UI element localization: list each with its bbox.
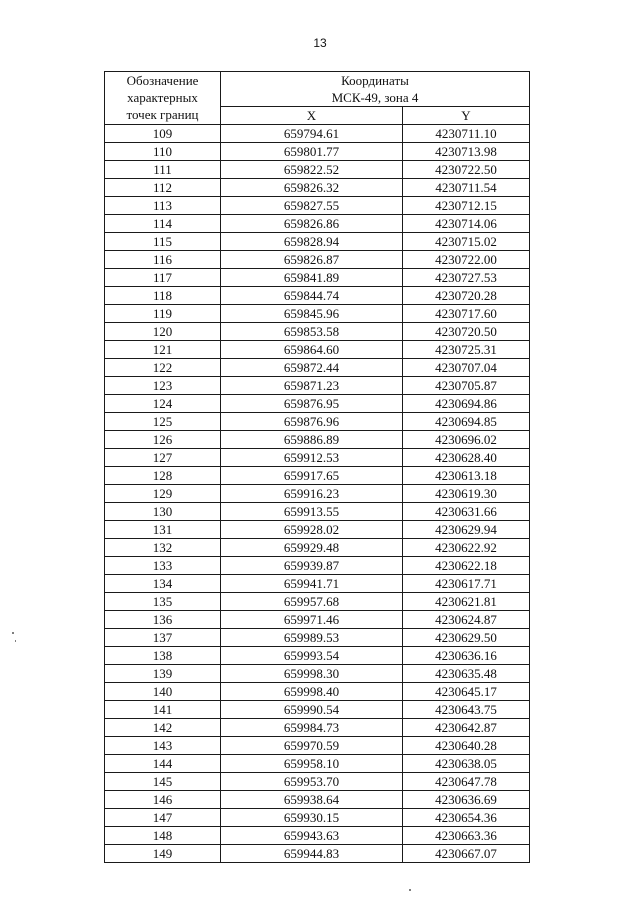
table-row (105, 143, 530, 161)
y-coordinate-cell: 4230722.00 (403, 251, 530, 269)
y-coordinate-cell: 4230622.18 (403, 557, 530, 575)
table-row (105, 341, 530, 359)
y-coordinate-cell: 4230707.04 (403, 359, 530, 377)
x-coordinate-cell: 659957.68 (221, 593, 403, 611)
coordinates-header (221, 72, 530, 107)
point-id-cell: 138 (105, 647, 221, 665)
x-coordinate-cell: 659913.55 (221, 503, 403, 521)
x-coordinate-cell: 659916.23 (221, 485, 403, 503)
point-id-cell: 110 (105, 143, 221, 161)
point-id-cell: 122 (105, 359, 221, 377)
point-id-cell: 146 (105, 791, 221, 809)
x-coordinate-cell: 659944.83 (221, 845, 403, 863)
table-row (105, 413, 530, 431)
y-coordinate-cell: 4230720.28 (403, 287, 530, 305)
y-coordinate-cell: 4230628.40 (403, 449, 530, 467)
point-id-cell: 118 (105, 287, 221, 305)
y-coordinate-cell: 4230694.86 (403, 395, 530, 413)
point-id-cell: 121 (105, 341, 221, 359)
point-id-cell: 131 (105, 521, 221, 539)
point-id-cell: 148 (105, 827, 221, 845)
x-coordinate-cell: 659826.86 (221, 215, 403, 233)
x-coordinate-cell: 659826.32 (221, 179, 403, 197)
table-row (105, 305, 530, 323)
y-coordinate-cell: 4230663.36 (403, 827, 530, 845)
table-row (105, 197, 530, 215)
x-coordinate-cell: 659912.53 (221, 449, 403, 467)
point-header-line-3: точек границ (126, 107, 199, 122)
x-coordinate-cell: 659958.10 (221, 755, 403, 773)
point-id-cell: 109 (105, 125, 221, 143)
x-coordinate-cell: 659822.52 (221, 161, 403, 179)
table-row (105, 827, 530, 845)
point-id-cell: 132 (105, 539, 221, 557)
x-coordinate-cell: 659801.77 (221, 143, 403, 161)
scan-speck (15, 640, 16, 642)
table-row (105, 737, 530, 755)
x-coordinate-cell: 659864.60 (221, 341, 403, 359)
point-column-header (105, 72, 221, 125)
table-row (105, 791, 530, 809)
y-coordinate-cell: 4230640.28 (403, 737, 530, 755)
x-column-header: X (221, 107, 403, 125)
table-row (105, 377, 530, 395)
y-coordinate-cell: 4230720.50 (403, 323, 530, 341)
x-coordinate-cell: 659871.23 (221, 377, 403, 395)
x-coordinate-cell: 659872.44 (221, 359, 403, 377)
table-row (105, 647, 530, 665)
table-row (105, 485, 530, 503)
y-coordinate-cell: 4230725.31 (403, 341, 530, 359)
x-coordinate-cell: 659970.59 (221, 737, 403, 755)
table-row (105, 449, 530, 467)
table-row (105, 125, 530, 143)
point-id-cell: 133 (105, 557, 221, 575)
y-coordinate-cell: 4230711.10 (403, 125, 530, 143)
point-id-cell: 140 (105, 683, 221, 701)
point-id-cell: 120 (105, 323, 221, 341)
point-id-cell: 125 (105, 413, 221, 431)
table-row (105, 701, 530, 719)
scan-speck (409, 889, 411, 891)
y-coordinate-cell: 4230715.02 (403, 233, 530, 251)
y-coordinate-cell: 4230722.50 (403, 161, 530, 179)
table-header (105, 72, 530, 125)
table-row (105, 467, 530, 485)
table-row (105, 665, 530, 683)
x-coordinate-cell: 659876.95 (221, 395, 403, 413)
x-coordinate-cell: 659930.15 (221, 809, 403, 827)
table-row (105, 809, 530, 827)
table-body (105, 125, 530, 863)
point-id-cell: 145 (105, 773, 221, 791)
x-coordinate-cell: 659938.64 (221, 791, 403, 809)
x-coordinate-cell: 659990.54 (221, 701, 403, 719)
page-number: 13 (313, 36, 327, 50)
y-coordinate-cell: 4230636.16 (403, 647, 530, 665)
y-coordinate-cell: 4230613.18 (403, 467, 530, 485)
y-coordinate-cell: 4230694.85 (403, 413, 530, 431)
table-row (105, 719, 530, 737)
y-coordinate-cell: 4230621.81 (403, 593, 530, 611)
y-coordinate-cell: 4230727.53 (403, 269, 530, 287)
y-coordinate-cell: 4230635.48 (403, 665, 530, 683)
y-coordinate-cell: 4230631.66 (403, 503, 530, 521)
point-header-line-2: характерных (127, 90, 198, 105)
y-coordinate-cell: 4230643.75 (403, 701, 530, 719)
point-id-cell: 112 (105, 179, 221, 197)
x-coordinate-cell: 659943.63 (221, 827, 403, 845)
y-coordinate-cell: 4230717.60 (403, 305, 530, 323)
x-coordinate-cell: 659886.89 (221, 431, 403, 449)
table-row (105, 503, 530, 521)
x-coordinate-cell: 659998.30 (221, 665, 403, 683)
scan-speck (12, 632, 14, 634)
point-id-cell: 126 (105, 431, 221, 449)
y-coordinate-cell: 4230638.05 (403, 755, 530, 773)
point-id-cell: 143 (105, 737, 221, 755)
y-coordinate-cell: 4230619.30 (403, 485, 530, 503)
point-id-cell: 135 (105, 593, 221, 611)
x-coordinate-cell: 659841.89 (221, 269, 403, 287)
point-id-cell: 111 (105, 161, 221, 179)
point-id-cell: 136 (105, 611, 221, 629)
x-coordinate-cell: 659939.87 (221, 557, 403, 575)
coordinate-system: МСК-49, зона 4 (331, 90, 419, 105)
point-id-cell: 147 (105, 809, 221, 827)
y-coordinate-cell: 4230617.71 (403, 575, 530, 593)
table-row (105, 215, 530, 233)
x-coordinate-cell: 659828.94 (221, 233, 403, 251)
y-coordinate-cell: 4230647.78 (403, 773, 530, 791)
point-id-cell: 128 (105, 467, 221, 485)
y-coordinate-cell: 4230645.17 (403, 683, 530, 701)
point-id-cell: 139 (105, 665, 221, 683)
y-coordinate-cell: 4230642.87 (403, 719, 530, 737)
table-row (105, 323, 530, 341)
table-row (105, 395, 530, 413)
x-coordinate-cell: 659917.65 (221, 467, 403, 485)
table-row (105, 269, 530, 287)
y-coordinate-cell: 4230636.69 (403, 791, 530, 809)
y-coordinate-cell: 4230622.92 (403, 539, 530, 557)
point-id-cell: 116 (105, 251, 221, 269)
coordinates-table (104, 71, 530, 863)
table-row (105, 575, 530, 593)
point-id-cell: 119 (105, 305, 221, 323)
y-coordinate-cell: 4230624.87 (403, 611, 530, 629)
table-row (105, 683, 530, 701)
point-id-cell: 124 (105, 395, 221, 413)
point-id-cell: 149 (105, 845, 221, 863)
table-row (105, 755, 530, 773)
y-coordinate-cell: 4230712.15 (403, 197, 530, 215)
y-coordinate-cell: 4230654.36 (403, 809, 530, 827)
x-coordinate-cell: 659844.74 (221, 287, 403, 305)
x-coordinate-cell: 659845.96 (221, 305, 403, 323)
coordinates-title: Координаты (341, 73, 409, 88)
y-coordinate-cell: 4230629.50 (403, 629, 530, 647)
x-coordinate-cell: 659998.40 (221, 683, 403, 701)
point-id-cell: 134 (105, 575, 221, 593)
x-coordinate-cell: 659953.70 (221, 773, 403, 791)
point-id-cell: 114 (105, 215, 221, 233)
x-coordinate-cell: 659941.71 (221, 575, 403, 593)
point-id-cell: 123 (105, 377, 221, 395)
table-row (105, 593, 530, 611)
y-column-header: Y (403, 107, 530, 125)
x-coordinate-cell: 659989.53 (221, 629, 403, 647)
x-coordinate-cell: 659993.54 (221, 647, 403, 665)
point-id-cell: 115 (105, 233, 221, 251)
table-row (105, 431, 530, 449)
x-coordinate-cell: 659827.55 (221, 197, 403, 215)
x-coordinate-cell: 659971.46 (221, 611, 403, 629)
point-id-cell: 127 (105, 449, 221, 467)
y-coordinate-cell: 4230705.87 (403, 377, 530, 395)
point-id-cell: 130 (105, 503, 221, 521)
table-row (105, 233, 530, 251)
x-coordinate-cell: 659984.73 (221, 719, 403, 737)
point-header-line-1: Обозначение (126, 73, 199, 88)
point-id-cell: 142 (105, 719, 221, 737)
table-row (105, 629, 530, 647)
y-coordinate-cell: 4230667.07 (403, 845, 530, 863)
table-row (105, 179, 530, 197)
y-coordinate-cell: 4230711.54 (403, 179, 530, 197)
x-coordinate-cell: 659826.87 (221, 251, 403, 269)
table-row (105, 359, 530, 377)
x-coordinate-cell: 659929.48 (221, 539, 403, 557)
point-id-cell: 141 (105, 701, 221, 719)
table-row (105, 773, 530, 791)
y-coordinate-cell: 4230696.02 (403, 431, 530, 449)
table-row (105, 251, 530, 269)
point-id-cell: 113 (105, 197, 221, 215)
x-coordinate-cell: 659928.02 (221, 521, 403, 539)
table-row (105, 539, 530, 557)
table-row (105, 557, 530, 575)
x-coordinate-cell: 659853.58 (221, 323, 403, 341)
point-id-cell: 144 (105, 755, 221, 773)
point-id-cell: 117 (105, 269, 221, 287)
point-id-cell: 137 (105, 629, 221, 647)
x-coordinate-cell: 659794.61 (221, 125, 403, 143)
table-row (105, 845, 530, 863)
y-coordinate-cell: 4230714.06 (403, 215, 530, 233)
y-coordinate-cell: 4230629.94 (403, 521, 530, 539)
point-id-cell: 129 (105, 485, 221, 503)
y-coordinate-cell: 4230713.98 (403, 143, 530, 161)
x-coordinate-cell: 659876.96 (221, 413, 403, 431)
table-row (105, 521, 530, 539)
table-row (105, 161, 530, 179)
table-row (105, 611, 530, 629)
table-row (105, 287, 530, 305)
